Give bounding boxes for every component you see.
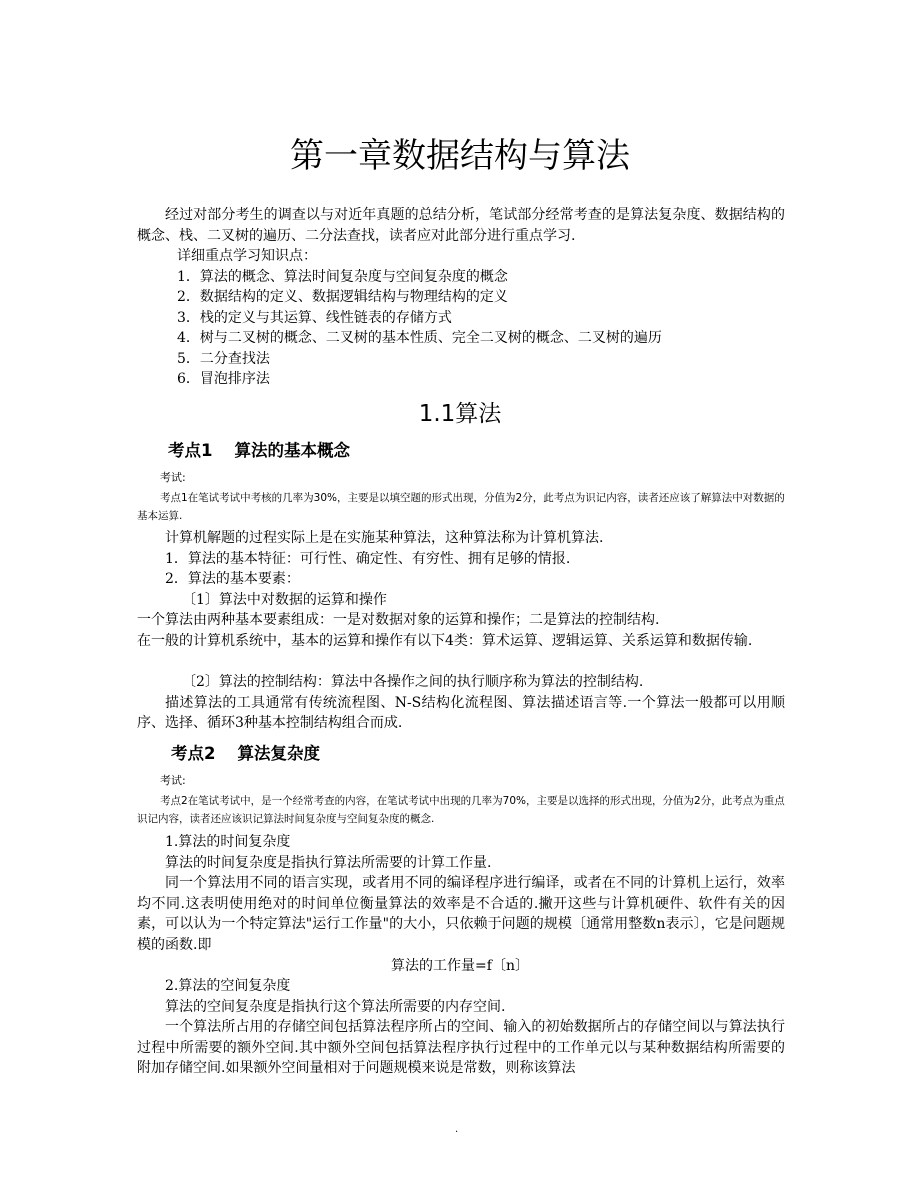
chapter-title: 第一章数据结构与算法 [290, 136, 630, 176]
point1-exam-note: 考点1在笔试考试中考核的几率为30%，主要是以填空题的形式出现，分值为2分，此考点为识记内容，读者还应该了解算法中对数据的基本运算. [137, 492, 785, 522]
knowledge-item: 2．数据结构的定义、数据逻辑结构与物理结构的定义 [177, 289, 508, 305]
point2-number: 考点2 [171, 744, 216, 763]
point2-text: 算法的空间复杂度是指执行这个算法所需要的内存空间. [165, 998, 506, 1015]
point1-text: 一个算法由两种基本要素组成：一是对数据对象的运算和操作；二是算法的控制结构. [137, 612, 660, 628]
point1-text: 计算机解题的过程实际上是在实施某种算法，这种算法称为计算机算法. [165, 530, 604, 546]
knowledge-item: 5．二分查找法 [177, 350, 270, 367]
point1-sub2: 〔2〕算法的控制结构：算法中各操作之间的执行顺序称为算法的控制结构. [182, 674, 644, 690]
point2-heading [171, 742, 320, 766]
point2-subheading: 1.算法的时间复杂度 [165, 834, 291, 850]
point1-elements: 2．算法的基本要素： [165, 571, 300, 587]
point2-title: 算法复杂度 [237, 744, 320, 763]
point1-title: 算法的基本概念 [234, 441, 350, 460]
point2-text: 算法的时间复杂度是指执行算法所需要的计算工作量. [165, 854, 492, 871]
point2-exam-label: 考试: [160, 774, 186, 787]
point1-sub1: 〔1〕算法中对数据的运算和操作 [182, 591, 387, 608]
point1-text: 在一般的计算机系统中，基本的运算和操作有以下4类：算术运算、逻辑运算、关系运算和数据传输. [137, 632, 753, 649]
formula: 算法的工作量=f〔n〕 [391, 957, 529, 974]
point1-heading [168, 439, 350, 463]
point2-exam-note: 考点2在笔试考试中，是一个经常考查的内容，在笔试考试中出现的几率为70%，主要是以选择的形式出现，分值为2分，此考点为重点识记内容，读者还应该识记算法时间复杂度与空间复杂度的概念. [137, 795, 785, 825]
point2-subheading: 2.算法的空间复杂度 [165, 978, 291, 994]
point1-number: 考点1 [168, 441, 213, 460]
point2-text: 一个算法所占用的存储空间包括算法程序所占的空间、输入的初始数据所占的存储空间以与算法执行过程中所需要的额外空间.其中额外空间包括算法程序执行过程中的工作单元以与某种数据结构所需要的附加存储空间.如果额外空间量相对于问题规模来说是常数，则称该算法 [137, 1019, 785, 1076]
knowledge-item: 4．树与二叉树的概念、二叉树的基本性质、完全二叉树的概念、二叉树的遍历 [177, 330, 662, 346]
knowledge-item: 6．冒泡排序法 [177, 371, 270, 387]
knowledge-item: 1．算法的概念、算法时间复杂度与空间复杂度的概念 [177, 268, 508, 285]
intro-paragraph: 经过对部分考生的调查以与对近年真题的总结分析，笔试部分经常考查的是算法复杂度、数据结构的概念、栈、二叉树的遍历、二分法查找，读者应对此部分进行重点学习. [137, 207, 785, 244]
page-footer: . [455, 1124, 459, 1135]
point1-text: 描述算法的工具通常有传统流程图、N-S结构化流程图、算法描述语言等.一个算法一般都可以用顺序、选择、循环3种基本控制结构组合而成. [137, 694, 785, 731]
point1-exam-label: 考试: [160, 471, 186, 484]
knowledge-list-title: 详细重点学习知识点： [177, 248, 317, 264]
point1-feature: 1．算法的基本特征：可行性、确定性、有穷性、拥有足够的情报. [165, 550, 571, 567]
section-heading: 1.1算法 [418, 401, 502, 427]
knowledge-item: 3．栈的定义与其运算、线性链表的存储方式 [177, 309, 452, 326]
point2-text: 同一个算法用不同的语言实现，或者用不同的编译程序进行编译，或者在不同的计算机上运行，效率均不同.这表明使用绝对的时间单位衡量算法的效率是不合适的.撇开这些与计算机硬件、软件有关的因素，可以认为一个特定算法"运行工作量"的大小，只依赖于问题的规模〔通常用整数n表示〕，它是问题规模的函数.即 [137, 875, 785, 953]
